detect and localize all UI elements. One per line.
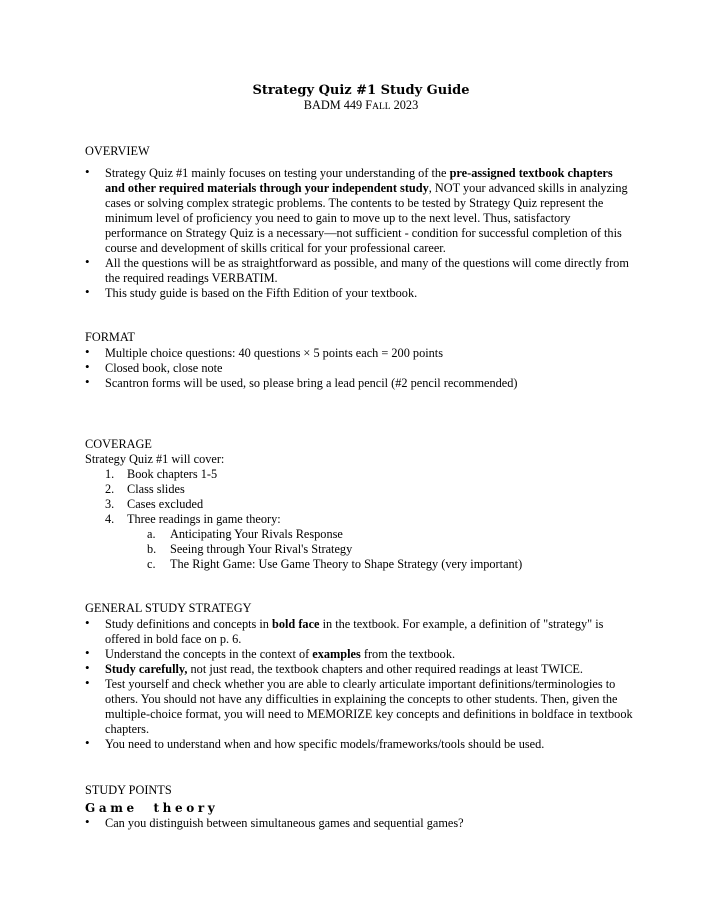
overview-b1-text-end: , NOT your advanced skills in analyzing cases or solving complex strategic problems. The contents to be tested by Strategy Quiz represent the minimum level of proficiency you need to gain to move up to the next level. Thus, satisfactory performance on Strategy Quiz is a necessary—not sufficient - condition for successful completion of this course and development of skills critical for your professional career. xyxy=(105,181,628,255)
coverage-intro: Strategy Quiz #1 will cover: xyxy=(85,452,225,466)
list-text: Cases excluded xyxy=(127,497,204,511)
list-item: • Can you distinguish between simultaneous games and sequential games? xyxy=(85,816,635,831)
subtitle-smallcaps: ALL xyxy=(372,102,391,112)
format-heading: FORMAT xyxy=(85,330,135,344)
strategy-b2-text: Understand the concepts in the context of xyxy=(105,647,313,661)
list-text: Class slides xyxy=(127,482,185,496)
game-theory-subheading: Game theory xyxy=(85,801,219,815)
page-subtitle xyxy=(0,98,714,115)
list-item xyxy=(85,467,522,482)
list-item: • Multiple choice questions: 40 questions × 5 points each = 200 points xyxy=(85,346,635,361)
list-item: • Closed book, close note xyxy=(85,361,635,376)
list-text: Anticipating Your Rivals Response xyxy=(170,527,343,541)
overview-b1-bold: pre-assigned textbook chapters and other required materials through your independent study xyxy=(105,166,613,195)
format-list xyxy=(85,346,635,391)
overview-list xyxy=(85,166,635,301)
study-points-heading: STUDY POINTS xyxy=(85,783,172,797)
list-number: 4. xyxy=(105,512,115,526)
list-letter: b. xyxy=(147,542,157,556)
coverage-heading: COVERAGE xyxy=(85,437,152,451)
strategy-heading: GENERAL STUDY STRATEGY xyxy=(85,601,252,615)
list-number: 3. xyxy=(105,497,115,511)
list-item: • This study guide is based on the Fifth Edition of your textbook. xyxy=(85,286,635,301)
list-item xyxy=(127,542,522,557)
list-item xyxy=(127,557,522,572)
list-item: • Test yourself and check whether you are able to clearly articulate important definitions/terminologies to others. You should not have any difficulties in explaining the concepts to other students. Then, given the multiple-choice format, you will need to MEMORIZE key concepts and definitions in boldface in textbook chapters. xyxy=(85,677,635,737)
list-text: The Right Game: Use Game Theory to Shape Strategy (very important) xyxy=(170,557,523,571)
list-item: • Scantron forms will be used, so please bring a lead pencil (#2 pencil recommended) xyxy=(85,376,635,391)
list-number: 1. xyxy=(105,467,115,481)
list-item xyxy=(85,482,522,497)
strategy-list xyxy=(85,617,635,752)
strategy-b2-text-end: from the textbook. xyxy=(360,647,456,661)
strategy-b3-text: not just read, the textbook chapters and other required readings at least TWICE. xyxy=(187,662,583,676)
strategy-b1-bold: bold face xyxy=(272,617,320,631)
list-item xyxy=(85,497,522,512)
list-item: • You need to understand when and how specific models/frameworks/tools should be used. xyxy=(85,737,635,752)
list-item xyxy=(85,662,635,677)
coverage-list xyxy=(85,467,522,572)
study-points-list xyxy=(85,816,635,831)
overview-heading: OVERVIEW xyxy=(85,144,150,158)
overview-b1-text: Strategy Quiz #1 mainly focuses on testing your understanding of the xyxy=(105,166,450,180)
list-item xyxy=(85,512,522,572)
list-item xyxy=(85,166,635,256)
list-letter: c. xyxy=(147,557,156,571)
subtitle-year: 2023 xyxy=(390,98,419,112)
strategy-b3-bold: Study carefully, xyxy=(105,662,188,676)
list-item: • All the questions will be as straightforward as possible, and many of the questions will come directly from the required readings VERBATIM. xyxy=(85,256,635,286)
list-item xyxy=(85,617,635,647)
coverage-sublist xyxy=(127,527,522,572)
page-title: Strategy Quiz #1 Study Guide xyxy=(252,83,470,98)
list-text: Book chapters 1-5 xyxy=(127,467,218,481)
list-text: Seeing through Your Rival's Strategy xyxy=(170,542,353,556)
list-item xyxy=(85,647,635,662)
strategy-b2-bold: examples xyxy=(312,647,361,661)
strategy-b1-text: Study definitions and concepts in xyxy=(105,617,273,631)
subtitle-course: BADM 449 F xyxy=(303,98,373,112)
list-text: Three readings in game theory: xyxy=(127,512,281,526)
list-item xyxy=(127,527,522,542)
strategy-b1-text-end: in the textbook. For example, a definition of "strategy" is offered in bold face on p. 6. xyxy=(105,617,604,646)
list-letter: a. xyxy=(147,527,156,541)
list-number: 2. xyxy=(105,482,115,496)
